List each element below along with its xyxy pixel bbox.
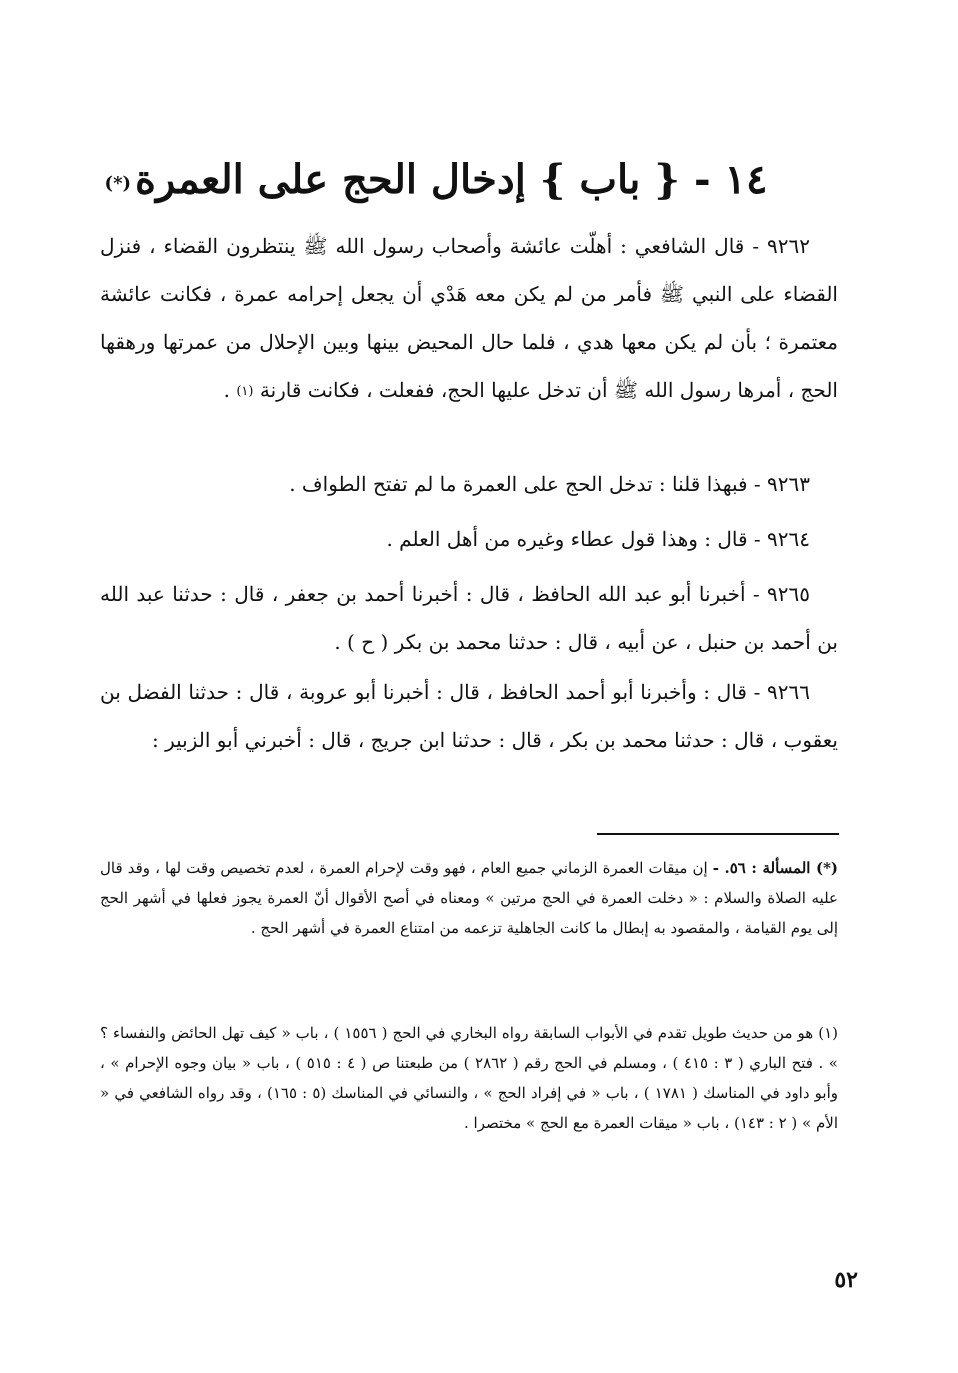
paragraph-9265 <box>100 570 838 666</box>
footnote-lead: (*) المسألة : ٥٦. - <box>712 859 839 877</box>
footnote-1 <box>100 1018 838 1138</box>
paragraph-text: ٩٢٦٢ - قال الشافعي : أهلّت عائشة وأصحاب رسول الله ﷺ ينتظرون القضاء ، فنزل القضاء على النبي ﷺ فأمر من لم يكن معه هَدْي أن يجعل إحرامه عمرة ، فكانت عائشة معتمرة ؛ بأن لم يكن معها هدي ، فلما حال المحيض بينها وبين الإحلال من عمرتها ورهقها الحج ، أمرها رسول الله ﷺ أن تدخل عليها الحج، ففعلت ، فكانت قارنة <box>100 234 838 402</box>
title-footnote-marker: (*) <box>104 173 131 194</box>
footnote-text: إن ميقات العمرة الزماني جميع العام ، فهو وقت لإحرام العمرة ، لعدم تخصيص وقت لها ، وقد قال عليه الصلاة والسلام : « دخلت العمرة في الحج مرتين » ومعناه في أصح الأقوال أنّ العمرة يجوز فعلها في أشهر الحج إلى يوم القيامة ، والمقصود به إبطال ما كانت الجاهلية تزعمه من امتناع العمرة في أشهر الحج . <box>100 859 838 937</box>
chapter-title <box>100 150 772 210</box>
page-number: ٥٢ <box>834 1267 858 1293</box>
footnote-ref-1: (١) <box>236 384 254 399</box>
paragraph-9264 <box>100 515 838 563</box>
footnote-lead: (١) <box>818 1024 838 1042</box>
paragraph-tail: . <box>223 378 237 402</box>
paragraph-9263 <box>100 460 838 508</box>
footnote-star <box>100 853 838 943</box>
paragraph-text: ٩٢٦٣ - فبهذا قلنا : تدخل الحج على العمرة ما لم تفتح الطواف . <box>289 472 810 496</box>
paragraph-text: ٩٢٦٥ - أخبرنا أبو عبد الله الحافظ ، قال : أخبرنا أحمد بن جعفر ، قال : حدثنا عبد الله بن أحمد بن حنبل ، عن أبيه ، قال : حدثنا محمد بن بكر ( ح ) . <box>100 582 838 654</box>
paragraph-text: ٩٢٦٤ - قال : وهذا قول عطاء وغيره من أهل العلم . <box>386 527 810 551</box>
chapter-title-text: ١٤ - { باب } إدخال الحج على العمرة <box>135 156 768 203</box>
paragraph-9262 <box>100 222 838 414</box>
footnote-separator <box>597 833 839 835</box>
paragraph-text: ٩٢٦٦ - قال : وأخبرنا أبو أحمد الحافظ ، قال : أخبرنا أبو عروبة ، قال : حدثنا الفضل بن يعقوب ، قال : حدثنا محمد بن بكر ، قال : حدثنا ابن جريج ، قال : أخبرني أبو الزبير : <box>100 680 838 752</box>
paragraph-9266 <box>100 668 838 764</box>
footnote-text: هو من حديث طويل تقدم في الأبواب السابقة رواه البخاري في الحج ( ١٥٥٦ ) ، باب « كيف تهل الحائض والنفساء ؟ » . فتح الباري ( ٣ : ٤١٥ ) ، ومسلم في الحج رقم ( ٢٨٦٢ ) من طبعتنا ص ( ٤ : ٥١٥ ) ، باب « بيان وجوه الإحرام » ، وأبو داود في المناسك ( ١٧٨١ ) ، باب « في إفراد الحج » ، والنسائي في المناسك (٥ : ١٦٥) ، وقد رواه الشافعي في « الأم » ( ٢ : ١٤٣) ، باب « ميقات العمرة مع الحج » مختصرا . <box>100 1024 839 1132</box>
